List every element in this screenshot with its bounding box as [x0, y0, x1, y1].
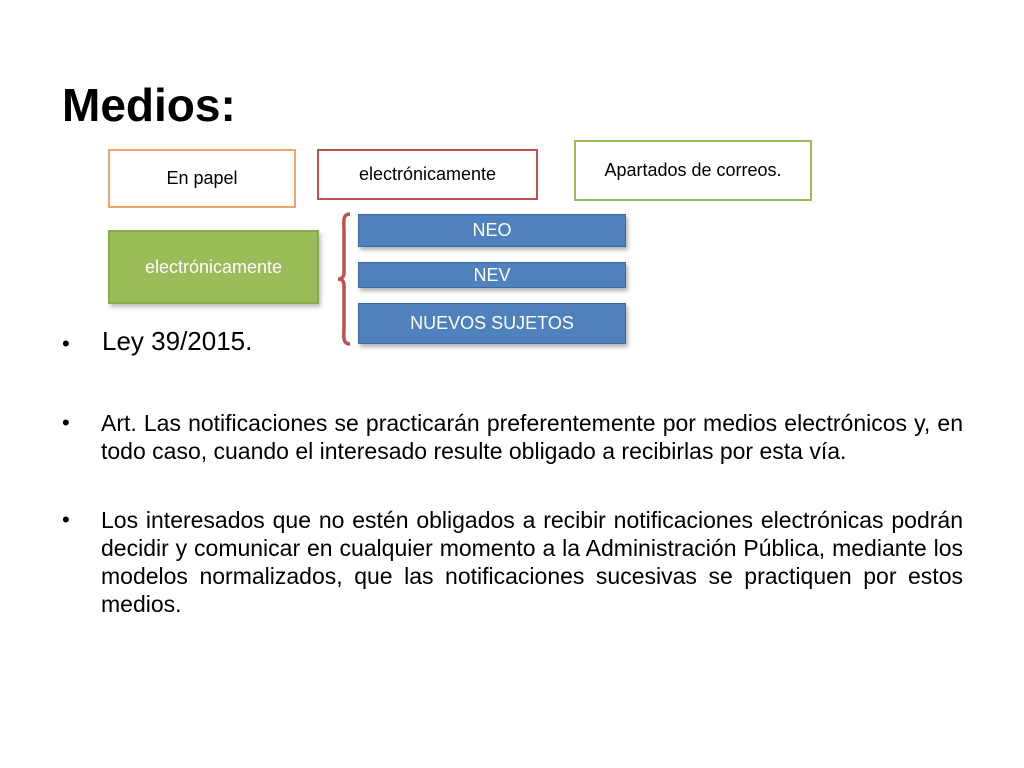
law-reference: Ley 39/2015.	[102, 326, 253, 356]
electronic-filled-box: electrónicamente	[108, 230, 319, 304]
bullet-dot: •	[62, 331, 70, 356]
option-nuevos-sujetos: NUEVOS SUJETOS	[358, 303, 626, 344]
choice-paragraph: Los interesados que no estén obligados a recibir notificaciones electrónicas podrán decidir y comunicar en cualquier momento a la Administración Pública, mediante los modelos normalizados, que las notificaciones sucesivas se practiquen por estos medios.	[101, 507, 963, 618]
bullet-dot: •	[62, 507, 70, 532]
mailboxes-box: Apartados de correos.	[574, 140, 812, 201]
paper-box: En papel	[108, 149, 296, 208]
article-paragraph: Art. Las notificaciones se practicarán preferentemente por medios electrónicos y, en todo caso, cuando el interesado resulte obligado a recibirlas por esta vía.	[101, 410, 963, 465]
option-neo: NEO	[358, 214, 626, 247]
bullet-dot: •	[62, 410, 70, 435]
option-nev: NEV	[358, 262, 626, 288]
left-brace-shape	[336, 212, 352, 346]
slide-title: Medios:	[62, 79, 236, 131]
electronic-box: electrónicamente	[317, 149, 538, 200]
